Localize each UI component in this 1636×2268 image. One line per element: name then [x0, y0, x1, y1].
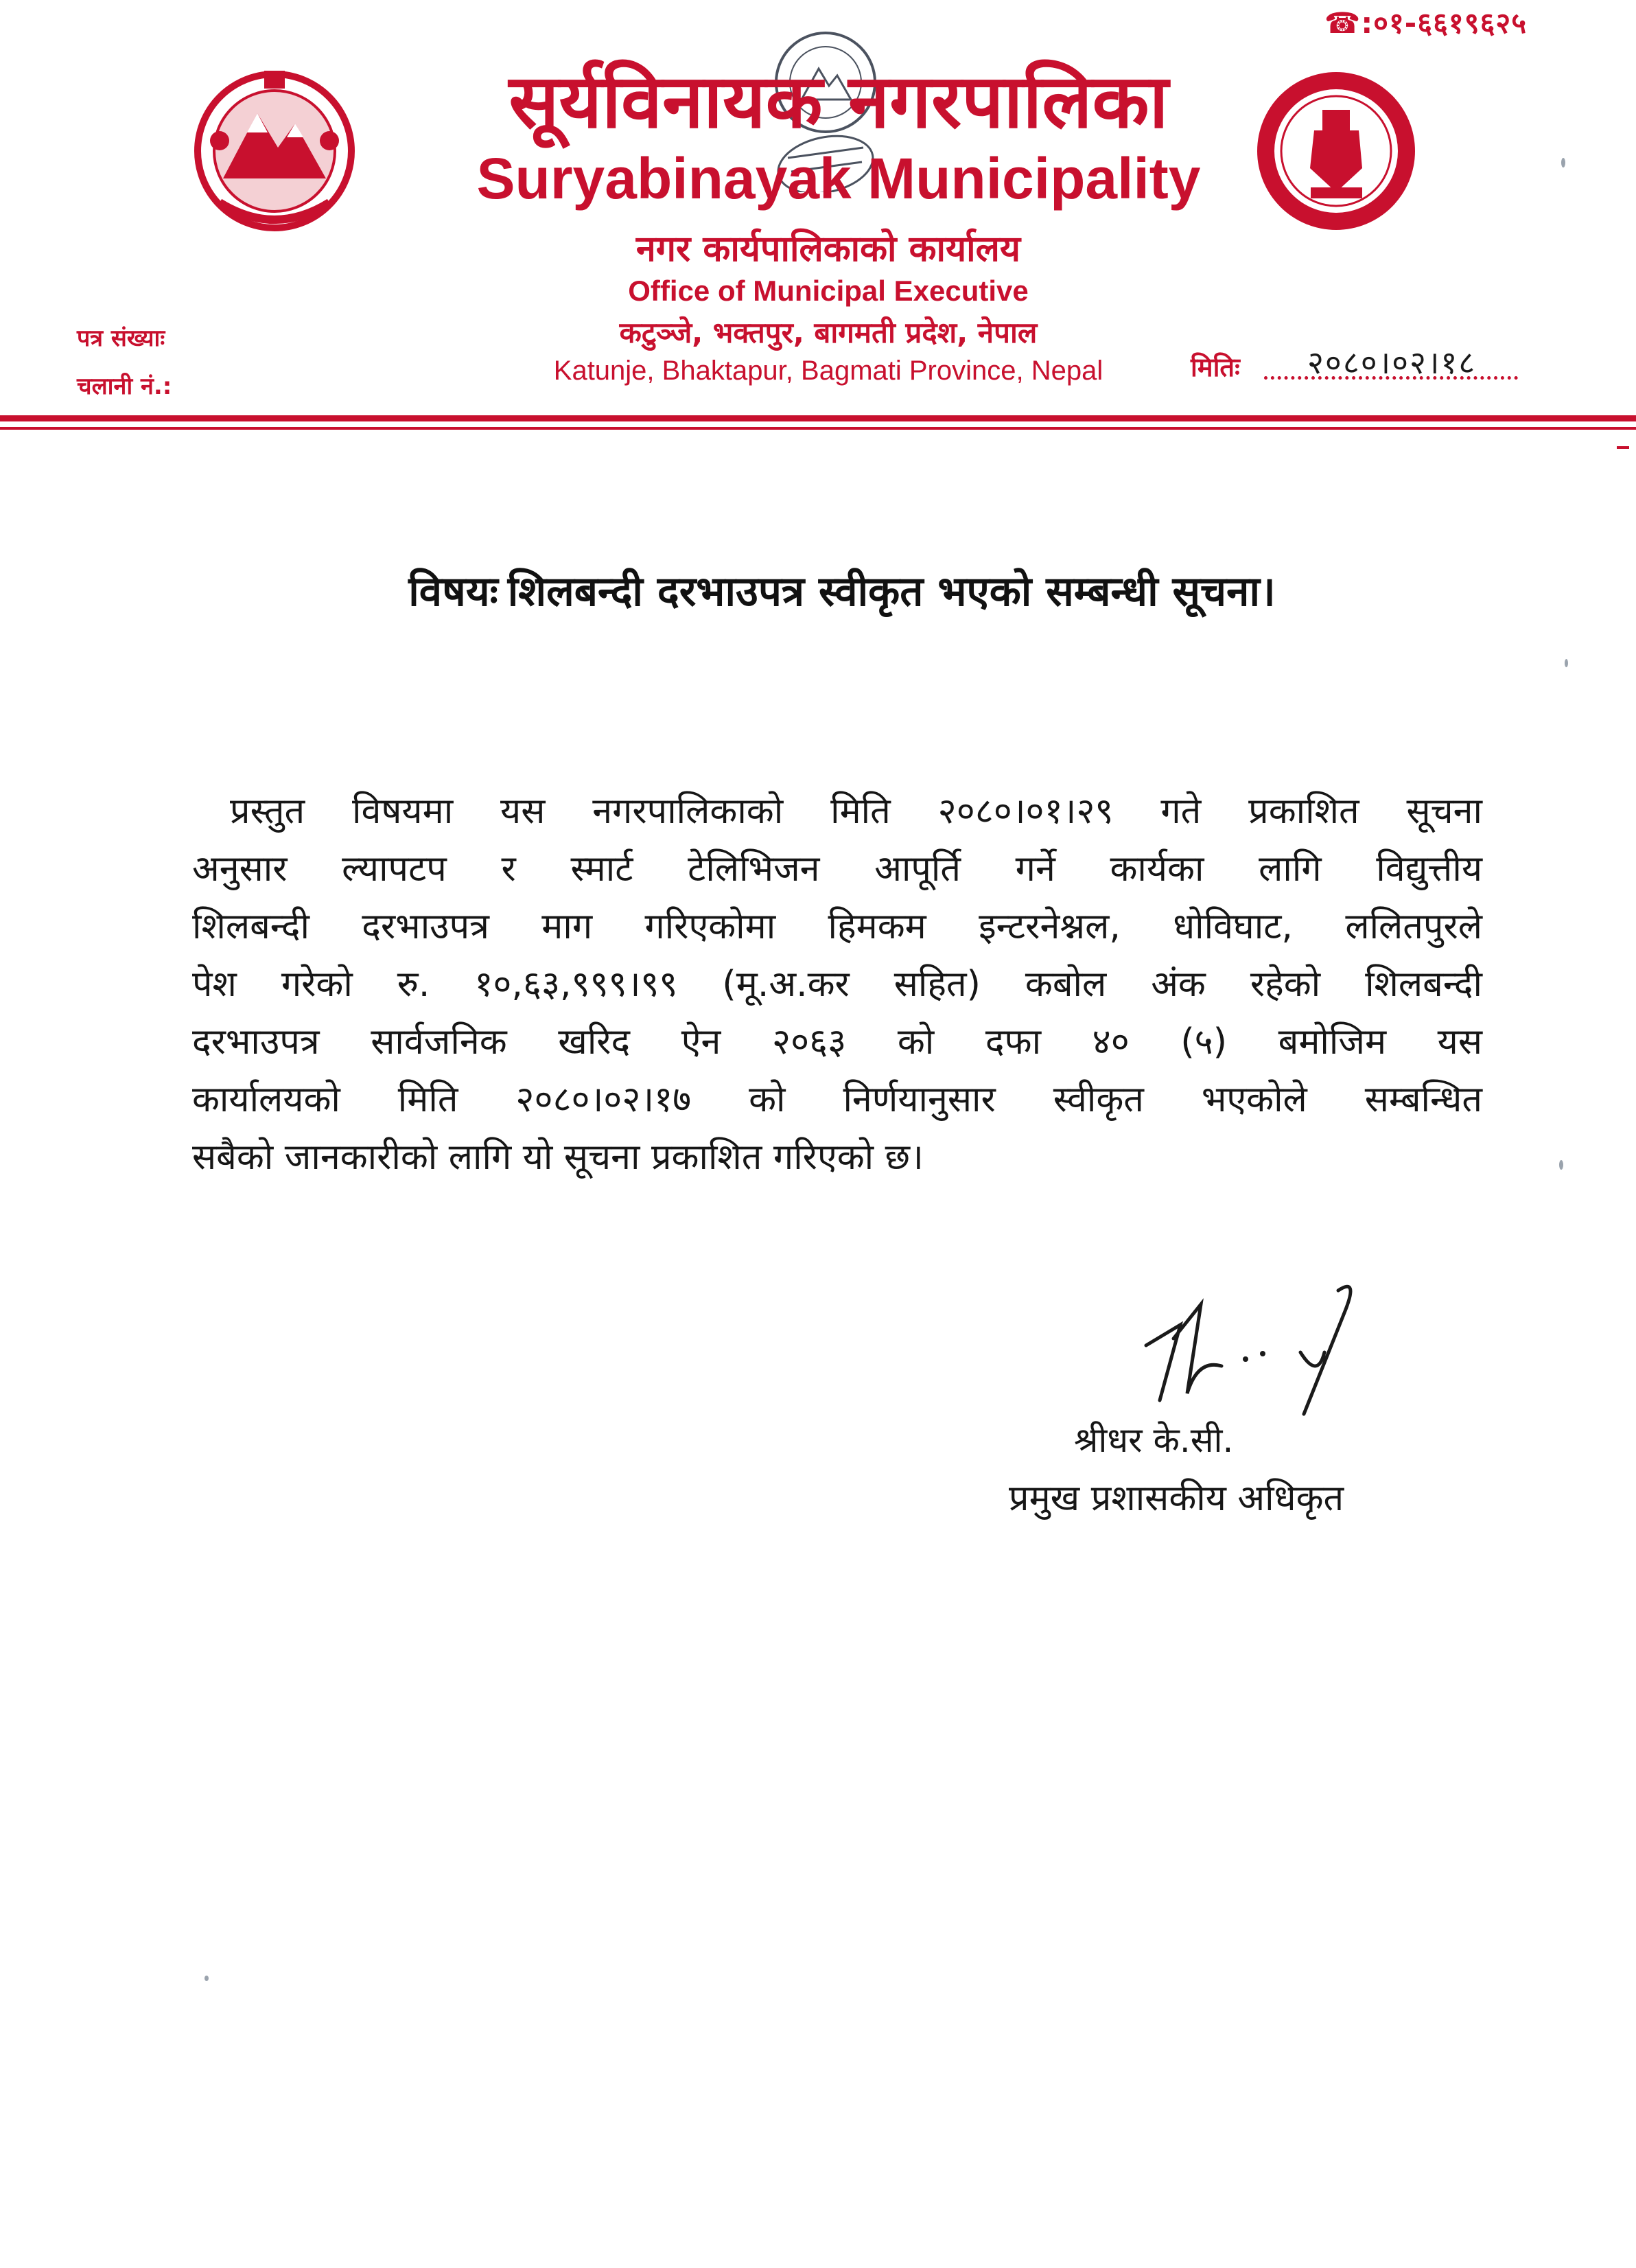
- phone-number: ☎:०१-६६१९६२५: [1324, 6, 1528, 40]
- header-rule-thin: [0, 427, 1636, 430]
- header-rule-thick: [0, 415, 1636, 421]
- address-nepali: कटुञ्जे, भक्तपुर, बागमती प्रदेश, नेपाल: [619, 316, 1038, 349]
- signatory-name: श्रीधर के.सी.: [1074, 1420, 1234, 1460]
- office-name-nepali: नगर कार्यपालिकाको कार्यालय: [635, 229, 1021, 270]
- municipality-name-english: Suryabinayak Municipality: [476, 146, 1201, 211]
- handwritten-signature: [1132, 1263, 1366, 1421]
- body-line: पेश गरेको रु. १०,६३,९९९।९९ (मू.अ.कर सहित) कबोल अंक रहेको शिलबन्दी: [192, 964, 1482, 1005]
- date-value: २०८०।०२।१८: [1307, 344, 1477, 381]
- date-label: मितिः: [1191, 352, 1240, 382]
- body-line: सबैको जानकारीको लागि यो सूचना प्रकाशित गरिएको छ।: [192, 1137, 924, 1178]
- address-english: Katunje, Bhaktapur, Bagmati Province, Nepal: [553, 356, 1103, 386]
- scan-speck: [1559, 1160, 1563, 1170]
- municipality-name-nepali: सूर्यविनायक नगरपालिका: [509, 59, 1169, 145]
- subject-line: [0, 562, 1636, 618]
- dispatch-number-label: चलानी नं.:: [77, 373, 172, 400]
- letter-number-label: पत्र संख्याः: [77, 325, 165, 352]
- body-line: अनुसार ल्यापटप र स्मार्ट टेलिभिजन आपूर्ति गर्ने कार्यका लागि विद्युत्तीय: [192, 848, 1482, 890]
- scan-speck: [1565, 659, 1568, 667]
- office-name-english: Office of Municipal Executive: [628, 275, 1029, 307]
- body-line: प्रस्तुत विषयमा यस नगरपालिकाको मिति २०८०।०१।२९ गते प्रकाशित सूचना: [230, 791, 1482, 832]
- signatory-designation: प्रमुख प्रशासकीय अधिकृत: [1009, 1478, 1344, 1519]
- scan-speck: [204, 1976, 209, 1981]
- body-line: दरभाउपत्र सार्वजनिक खरिद ऐन २०६३ को दफा ४० (५) बमोजिम यस: [192, 1021, 1482, 1063]
- notice-body: [192, 783, 1482, 1186]
- body-line: शिलबन्दी दरभाउपत्र माग गरिएकोमा हिमकम इन्टरनेश्नल, धोविघाट, ललितपुरले: [192, 906, 1482, 947]
- body-line: कार्यालयको मिति २०८०।०२।१७ को निर्णयानुसार स्वीकृत भएकोले सम्बन्धित: [192, 1079, 1482, 1120]
- subject-text: शिलबन्दी दरभाउपत्र स्वीकृत भएको सम्बन्धी सूचना।: [507, 568, 1276, 616]
- subject-label: विषयः: [408, 568, 498, 616]
- scan-speck: [1561, 158, 1565, 167]
- edge-mark: [1617, 446, 1629, 449]
